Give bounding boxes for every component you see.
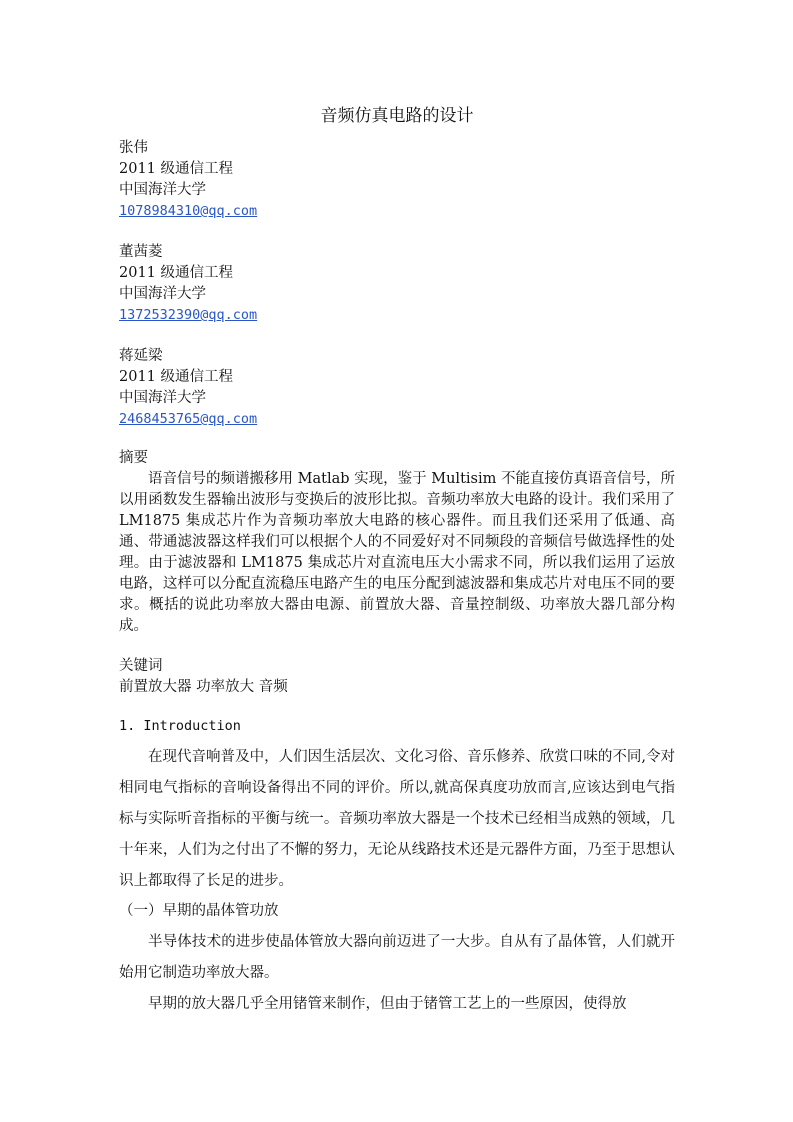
author-block-3 <box>119 346 675 430</box>
author-name: 蒋延梁 <box>119 348 163 364</box>
author-class: 2011 级通信工程 <box>119 161 234 177</box>
author-name: 董茜菱 <box>119 244 163 260</box>
author-block-1 <box>119 138 675 222</box>
author-block-2 <box>119 242 675 326</box>
author-school: 中国海洋大学 <box>119 390 206 406</box>
subsection-heading: （一）早期的晶体管功放 <box>119 903 279 919</box>
keywords-heading: 关键词 <box>119 658 163 674</box>
author-name: 张伟 <box>119 140 148 156</box>
author-email-link[interactable]: 2468453765@qq.com <box>119 411 258 427</box>
document-page <box>119 104 675 1020</box>
abstract-heading: 摘要 <box>119 450 148 466</box>
author-school: 中国海洋大学 <box>119 182 206 198</box>
author-class: 2011 级通信工程 <box>119 265 234 281</box>
intro-paragraph-1: 在现代音响普及中，人们因生活层次、文化习俗、音乐修养、欣赏口味的不同,令对相同电气指标的音响设备得出不同的评价。所以,就高保真度功放而言,应该达到电气指标与实际听音指标的平衡与统一。音频功率放大器是一个技术已经相当成熟的领域，几十年来，人们为之付出了不懈的努力，无论从线路技术还是元器件方面，乃至于思想认识上都取得了长足的进步。 <box>119 749 675 889</box>
paper-title: 音频仿真电路的设计 <box>320 106 474 126</box>
abstract-text: 语音信号的频谱搬移用 Matlab 实现，鉴于 Multisim 不能直接仿真语音信号，所以用函数发生器输出波形与变换后的波形比拟。音频功率放大电路的设计。我们采用了 LM1875 集成芯片作为音频功率放大电路的核心器件。而且我们还采用了低通、高通、带通滤波器这样我们可以根据个人的不同爱好对不同频段的音频信号做选择性的处理。由于滤波器和 LM1875 集成芯片对直流电压大小需求不同，所以我们运用了运放电路，这样可以分配直流稳压电路产生的电压分配到滤波器和集成芯片对电压不同的要求。概括的说此功率放大器由电源、前置放大器、音量控制级、功率放大器几部分构成。 <box>119 471 675 634</box>
keywords-text: 前置放大器 功率放大 音频 <box>119 679 288 695</box>
intro-paragraph-2: 半导体技术的进步使晶体管放大器向前迈进了一大步。自从有了晶体管，人们就开始用它制造功率放大器。 <box>119 934 675 981</box>
intro-paragraph-3: 早期的放大器几乎全用锗管来制作，但由于锗管工艺上的一些原因，使得放 <box>148 996 627 1012</box>
section-heading-introduction: 1. Introduction <box>119 718 241 734</box>
author-school: 中国海洋大学 <box>119 286 206 302</box>
author-email-link[interactable]: 1372532390@qq.com <box>119 307 258 323</box>
author-class: 2011 级通信工程 <box>119 369 234 385</box>
author-email-link[interactable]: 1078984310@qq.com <box>119 203 258 219</box>
